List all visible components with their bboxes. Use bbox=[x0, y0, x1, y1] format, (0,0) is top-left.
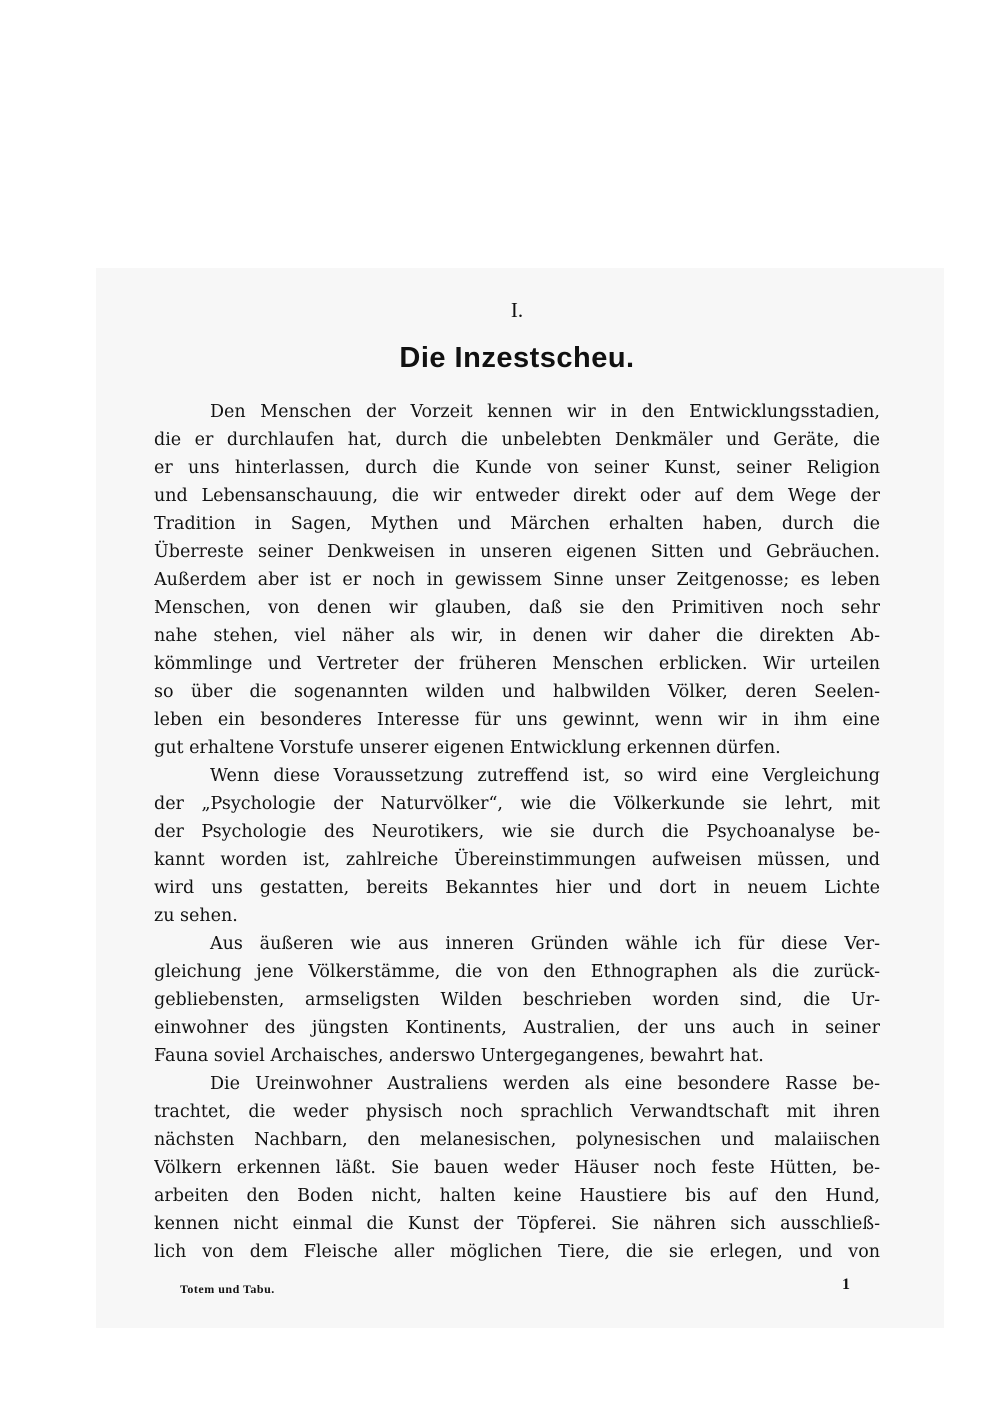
chapter-title: Die Inzestscheu. bbox=[399, 342, 635, 374]
text-line: kannt worden ist, zahlreiche Übereinstimmungen aufweisen müssen, und bbox=[154, 850, 880, 870]
text-line: der Psychologie des Neurotikers, wie sie durch die Psychoanalyse be- bbox=[154, 822, 880, 842]
text-line: leben ein besonderes Interesse für uns gewinnt, wenn wir in ihm eine bbox=[154, 710, 880, 730]
paragraph-4 bbox=[154, 1070, 880, 1266]
text-line: gleichung jene Völkerstämme, die von den Ethnographen als die zurück- bbox=[154, 962, 880, 982]
text-line: kennen nicht einmal die Kunst der Töpferei. Sie nähren sich ausschließ- bbox=[154, 1214, 880, 1234]
page-footer bbox=[180, 1276, 850, 1302]
text-line: Aus äußeren wie aus inneren Gründen wähle ich für diese Ver- bbox=[210, 934, 880, 954]
body-text bbox=[154, 398, 880, 1266]
text-line: arbeiten den Boden nicht, halten keine Haustiere bis auf den Hund, bbox=[154, 1186, 880, 1206]
text-line: Menschen, von denen wir glauben, daß sie den Primitiven noch sehr bbox=[154, 598, 880, 618]
text-line: gebliebensten, armseligsten Wilden beschrieben worden sind, die Ur- bbox=[154, 990, 880, 1010]
text-line: nächsten Nachbarn, den melanesischen, polynesischen und malaiischen bbox=[154, 1130, 880, 1150]
text-line: Fauna soviel Archaisches, anderswo Untergegangenes, bewahrt hat. bbox=[154, 1046, 764, 1066]
text-line: trachtet, die weder physisch noch sprachlich Verwandtschaft mit ihren bbox=[154, 1102, 880, 1122]
text-line: die er durchlaufen hat, durch die unbelebten Denkmäler und Geräte, die bbox=[154, 430, 880, 450]
text-line: und Lebensanschauung, die wir entweder direkt oder auf dem Wege der bbox=[154, 486, 880, 506]
text-line: er uns hinterlassen, durch die Kunde von seiner Kunst, seiner Religion bbox=[154, 458, 880, 478]
text-line: Den Menschen der Vorzeit kennen wir in den Entwicklungsstadien, bbox=[210, 402, 880, 422]
text-line: gut erhaltene Vorstufe unserer eigenen Entwicklung erkennen dürfen. bbox=[154, 738, 781, 758]
text-line: so über die sogenannten wilden und halbwilden Völker, deren Seelen- bbox=[154, 682, 880, 702]
text-line: kömmlinge und Vertreter der früheren Menschen erblicken. Wir urteilen bbox=[154, 654, 880, 674]
text-line: Wenn diese Voraussetzung zutreffend ist, so wird eine Vergleichung bbox=[210, 766, 880, 786]
chapter-number: I. bbox=[510, 298, 524, 322]
text-line: Die Ureinwohner Australiens werden als eine besondere Rasse be- bbox=[210, 1074, 880, 1094]
paragraph-3 bbox=[154, 930, 880, 1070]
text-line: zu sehen. bbox=[154, 906, 238, 926]
text-line: nahe stehen, viel näher als wir, in denen wir daher die direkten Ab- bbox=[154, 626, 880, 646]
footer-signature: Totem und Tabu. bbox=[180, 1282, 275, 1296]
text-line: lich von dem Fleische aller möglichen Tiere, die sie erlegen, und von bbox=[154, 1242, 880, 1262]
text-line: Außerdem aber ist er noch in gewissem Sinne unser Zeitgenosse; es leben bbox=[154, 570, 880, 590]
text-line: Tradition in Sagen, Mythen und Märchen erhalten haben, durch die bbox=[154, 514, 880, 534]
text-line: der „Psychologie der Naturvölker“, wie die Völkerkunde sie lehrt, mit bbox=[154, 794, 880, 814]
paragraph-1 bbox=[154, 398, 880, 762]
page-number: 1 bbox=[842, 1276, 850, 1293]
text-line: Völkern erkennen läßt. Sie bauen weder Häuser noch feste Hütten, be- bbox=[154, 1158, 880, 1178]
text-line: einwohner des jüngsten Kontinents, Australien, der uns auch in seiner bbox=[154, 1018, 880, 1038]
text-line: Überreste seiner Denkweisen in unseren eigenen Sitten und Gebräuchen. bbox=[154, 542, 880, 562]
text-line: wird uns gestatten, bereits Bekanntes hier und dort in neuem Lichte bbox=[154, 878, 880, 898]
paragraph-2 bbox=[154, 762, 880, 930]
